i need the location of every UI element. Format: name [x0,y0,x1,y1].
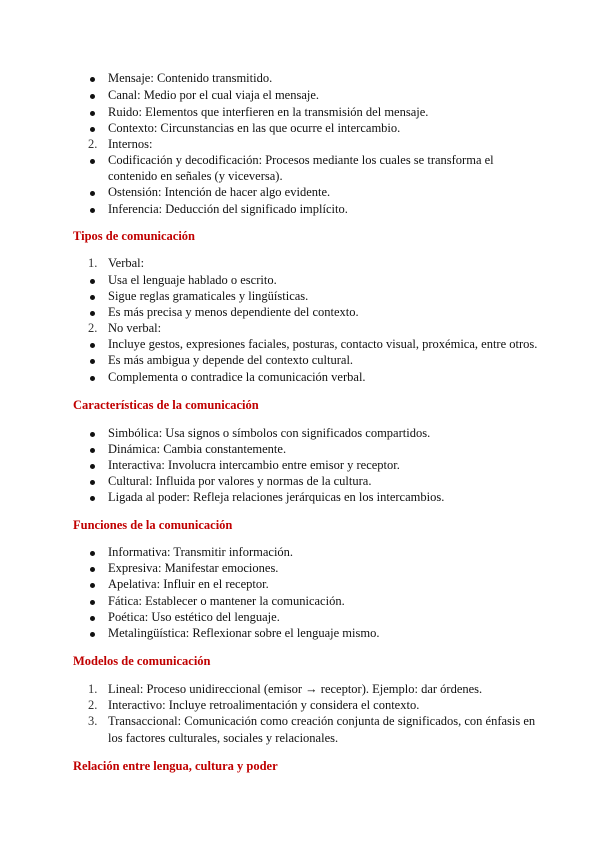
bullet-dot-icon [90,94,95,99]
list-item-text: Codificación y decodificación: Procesos mediante los cuales se transforma el [108,153,494,167]
bullet-dot-icon [90,448,95,453]
list-item-text: Cultural: Influida por valores y normas de la cultura. [108,474,372,488]
list-item-text: Apelativa: Influir en el receptor. [108,577,269,591]
bullet-icon [88,576,102,592]
bullet-icon [88,336,102,352]
list-item-text: Es más ambigua y depende del contexto cultural. [108,353,354,367]
section-heading: Tipos de comunicación [73,229,196,243]
list-item-text: los factores culturales, sociales y relacionales. [108,731,339,745]
list-item-text: Simbólica: Usa signos o símbolos con significados compartidos. [108,426,431,440]
list-item-text: Complementa o contradice la comunicación verbal. [108,370,366,384]
bullet-icon [88,152,102,168]
bullet-dot-icon [90,159,95,164]
list-item-text: Contexto: Circunstancias en las que ocurre el intercambio. [108,121,401,135]
bullet-dot-icon [90,632,95,637]
list-item-text: Dinámica: Cambia constantemente. [108,442,287,456]
bullet-dot-icon [90,616,95,621]
bullet-dot-icon [90,600,95,605]
bullet-dot-icon [90,496,95,501]
bullet-dot-icon [90,432,95,437]
bullet-dot-icon [90,343,95,348]
bullet-icon [88,304,102,320]
bullet-icon [88,184,102,200]
bullet-icon [88,489,102,505]
list-number: 2. [88,321,98,335]
list-item-text: Usa el lenguaje hablado o escrito. [108,273,277,287]
list-number: 2. [88,137,98,151]
bullet-icon [88,544,102,560]
bullet-dot-icon [90,77,95,82]
list-item-text: Expresiva: Manifestar emociones. [108,561,279,575]
bullet-dot-icon [90,127,95,132]
bullet-dot-icon [90,376,95,381]
bullet-dot-icon [90,480,95,485]
bullet-dot-icon [90,191,95,196]
list-item-text: Interactivo: Incluye retroalimentación y considera el contexto. [108,698,420,712]
list-number: 1. [88,682,98,696]
list-item-text: Inferencia: Deducción del significado implícito. [108,202,348,216]
bullet-dot-icon [90,311,95,316]
list-item-text: Poética: Uso estético del lenguaje. [108,610,280,624]
list-item-text: No verbal: [108,321,162,335]
list-item-text: Internos: [108,137,153,151]
list-item-text: Sigue reglas gramaticales y lingüísticas. [108,289,309,303]
list-item-text: Canal: Medio por el cual viaja el mensaje. [108,88,320,102]
bullet-dot-icon [90,359,95,364]
bullet-dot-icon [90,583,95,588]
section-heading: Relación entre lengua, cultura y poder [73,759,278,773]
bullet-icon [88,104,102,120]
list-item-text: Mensaje: Contenido transmitido. [108,71,273,85]
bullet-dot-icon [90,208,95,213]
bullet-icon [88,70,102,86]
list-item-text: Es más precisa y menos dependiente del contexto. [108,305,359,319]
section-heading: Modelos de comunicación [73,654,211,668]
list-number: 3. [88,714,98,728]
bullet-icon [88,87,102,103]
bullet-dot-icon [90,464,95,469]
bullet-dot-icon [90,279,95,284]
list-item-text: Ruido: Elementos que interfieren en la transmisión del mensaje. [108,105,429,119]
section-heading: Características de la comunicación [73,398,259,412]
bullet-dot-icon [90,295,95,300]
list-number: 2. [88,698,98,712]
list-item-text: Interactiva: Involucra intercambio entre emisor y receptor. [108,458,400,472]
bullet-icon [88,369,102,385]
bullet-icon [88,609,102,625]
list-item-text: Incluye gestos, expresiones faciales, posturas, contacto visual, proxémica, entre otros. [108,337,538,351]
bullet-dot-icon [90,111,95,116]
bullet-icon [88,288,102,304]
bullet-icon [88,457,102,473]
bullet-icon [88,593,102,609]
bullet-dot-icon [90,567,95,572]
list-item-text: contenido en señales (y viceversa). [108,169,283,183]
list-item-text: Verbal: [108,256,145,270]
list-item-text: Informativa: Transmitir información. [108,545,294,559]
bullet-icon [88,425,102,441]
bullet-icon [88,560,102,576]
list-item-text: Ostensión: Intención de hacer algo evidente. [108,185,331,199]
bullet-icon [88,625,102,641]
list-number: 1. [88,256,98,270]
bullet-icon [88,272,102,288]
bullet-icon [88,441,102,457]
list-item-text: Fática: Establecer o mantener la comunicación. [108,594,345,608]
list-item-text: Ligada al poder: Refleja relaciones jerárquicas en los intercambios. [108,490,445,504]
list-item-text: Metalingüística: Reflexionar sobre el lenguaje mismo. [108,626,380,640]
list-item-text: Transaccional: Comunicación como creación conjunta de significados, con énfasis en [108,714,536,728]
bullet-dot-icon [90,551,95,556]
bullet-icon [88,473,102,489]
list-item-text: Lineal: Proceso unidireccional (emisor → receptor). Ejemplo: dar órdenes. [108,682,483,696]
section-heading: Funciones de la comunicación [73,518,233,532]
bullet-icon [88,352,102,368]
bullet-icon [88,201,102,217]
bullet-icon [88,120,102,136]
